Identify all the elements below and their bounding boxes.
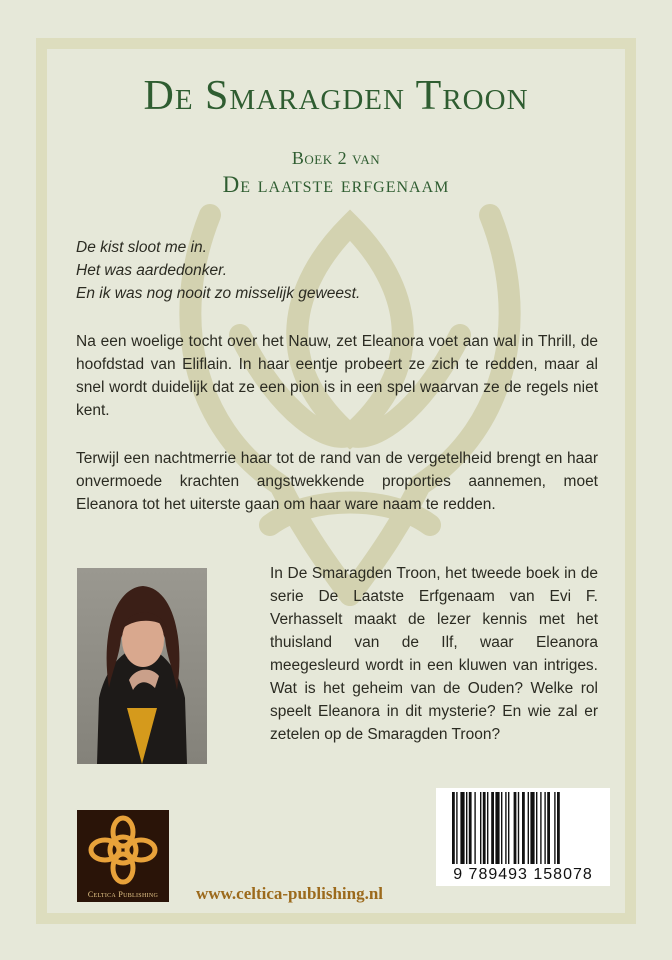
barcode-bar [557, 792, 560, 864]
barcode-bar [483, 792, 486, 864]
barcode-bar [456, 792, 457, 864]
isbn-barcode [436, 788, 610, 886]
series-line: Boek 2 van [291, 148, 381, 168]
barcode-bar [514, 792, 517, 864]
barcode-bar [522, 792, 525, 864]
barcode-bar [474, 792, 475, 864]
barcode-bar [518, 792, 519, 864]
barcode-bar [495, 792, 499, 864]
book-title: De Smaragden Troon [143, 73, 529, 119]
isbn-number: 9 789493 158078 [453, 866, 593, 883]
series-name: De laatste erfgenaam [222, 172, 450, 197]
barcode-bar [460, 792, 464, 864]
publisher-name: Celtica Publishing [87, 890, 159, 899]
barcode-bar [547, 792, 550, 864]
quote-line: En ik was nog nooit zo misselijk geweest. [76, 285, 361, 302]
blurb-paragraph-2: Terwijl een nachtmerrie haar tot de rand van de vergetelheid brengt en haar onvermoede krachten angstwekkende proporties aannemen, moet Eleanora tot het uiterste gaan om haar ware naam te redden. [76, 450, 598, 513]
barcode-bar [487, 792, 488, 864]
barcode-bar [480, 792, 481, 864]
blurb-paragraph-3: In De Smaragden Troon, het tweede boek in de serie De Laatste Erfgenaam van Evi F. Verhasselt maakt de lezer kennis met het thuisland van de Ilf, waar Eleanora meegesleurd wordt in een kluwen van intriges. Wat is het geheim van de Ouden? Welke rol speelt Eleanora in dit mysterie? En wie zal er zetelen op de Smaragden Troon? [270, 565, 598, 743]
barcode-bar [536, 792, 537, 864]
barcode-bar [466, 792, 467, 864]
barcode-bar [501, 792, 502, 864]
barcode-bar [530, 792, 534, 864]
barcode-bar [554, 792, 555, 864]
barcode-bar [544, 792, 545, 864]
quote-line: De kist sloot me in. [76, 239, 207, 256]
quote-line: Het was aardedonker. [76, 262, 228, 279]
opening-quote [76, 236, 596, 305]
barcode-bar [469, 792, 472, 864]
publisher-logo [77, 810, 169, 902]
celtic-knot-logo-icon [77, 810, 169, 888]
barcode-bar [528, 792, 529, 864]
barcode-bar [505, 792, 506, 864]
barcode-bars [436, 788, 610, 866]
barcode-bar [540, 792, 541, 864]
publisher-website[interactable]: www.celtica-publishing.nl [196, 884, 384, 903]
barcode-bar [508, 792, 509, 864]
barcode-bar [491, 792, 494, 864]
barcode-bar [452, 792, 455, 864]
blurb-paragraph-1: Na een woelige tocht over het Nauw, zet Eleanora voet aan wal in Thrill, de hoofdstad van Eliflain. In haar eentje probeert ze zich te redden, maar al snel wordt duidelijk dat ze een pion is in een spel waarvan ze de regels niet kent. [76, 333, 598, 419]
author-photo [77, 568, 207, 764]
